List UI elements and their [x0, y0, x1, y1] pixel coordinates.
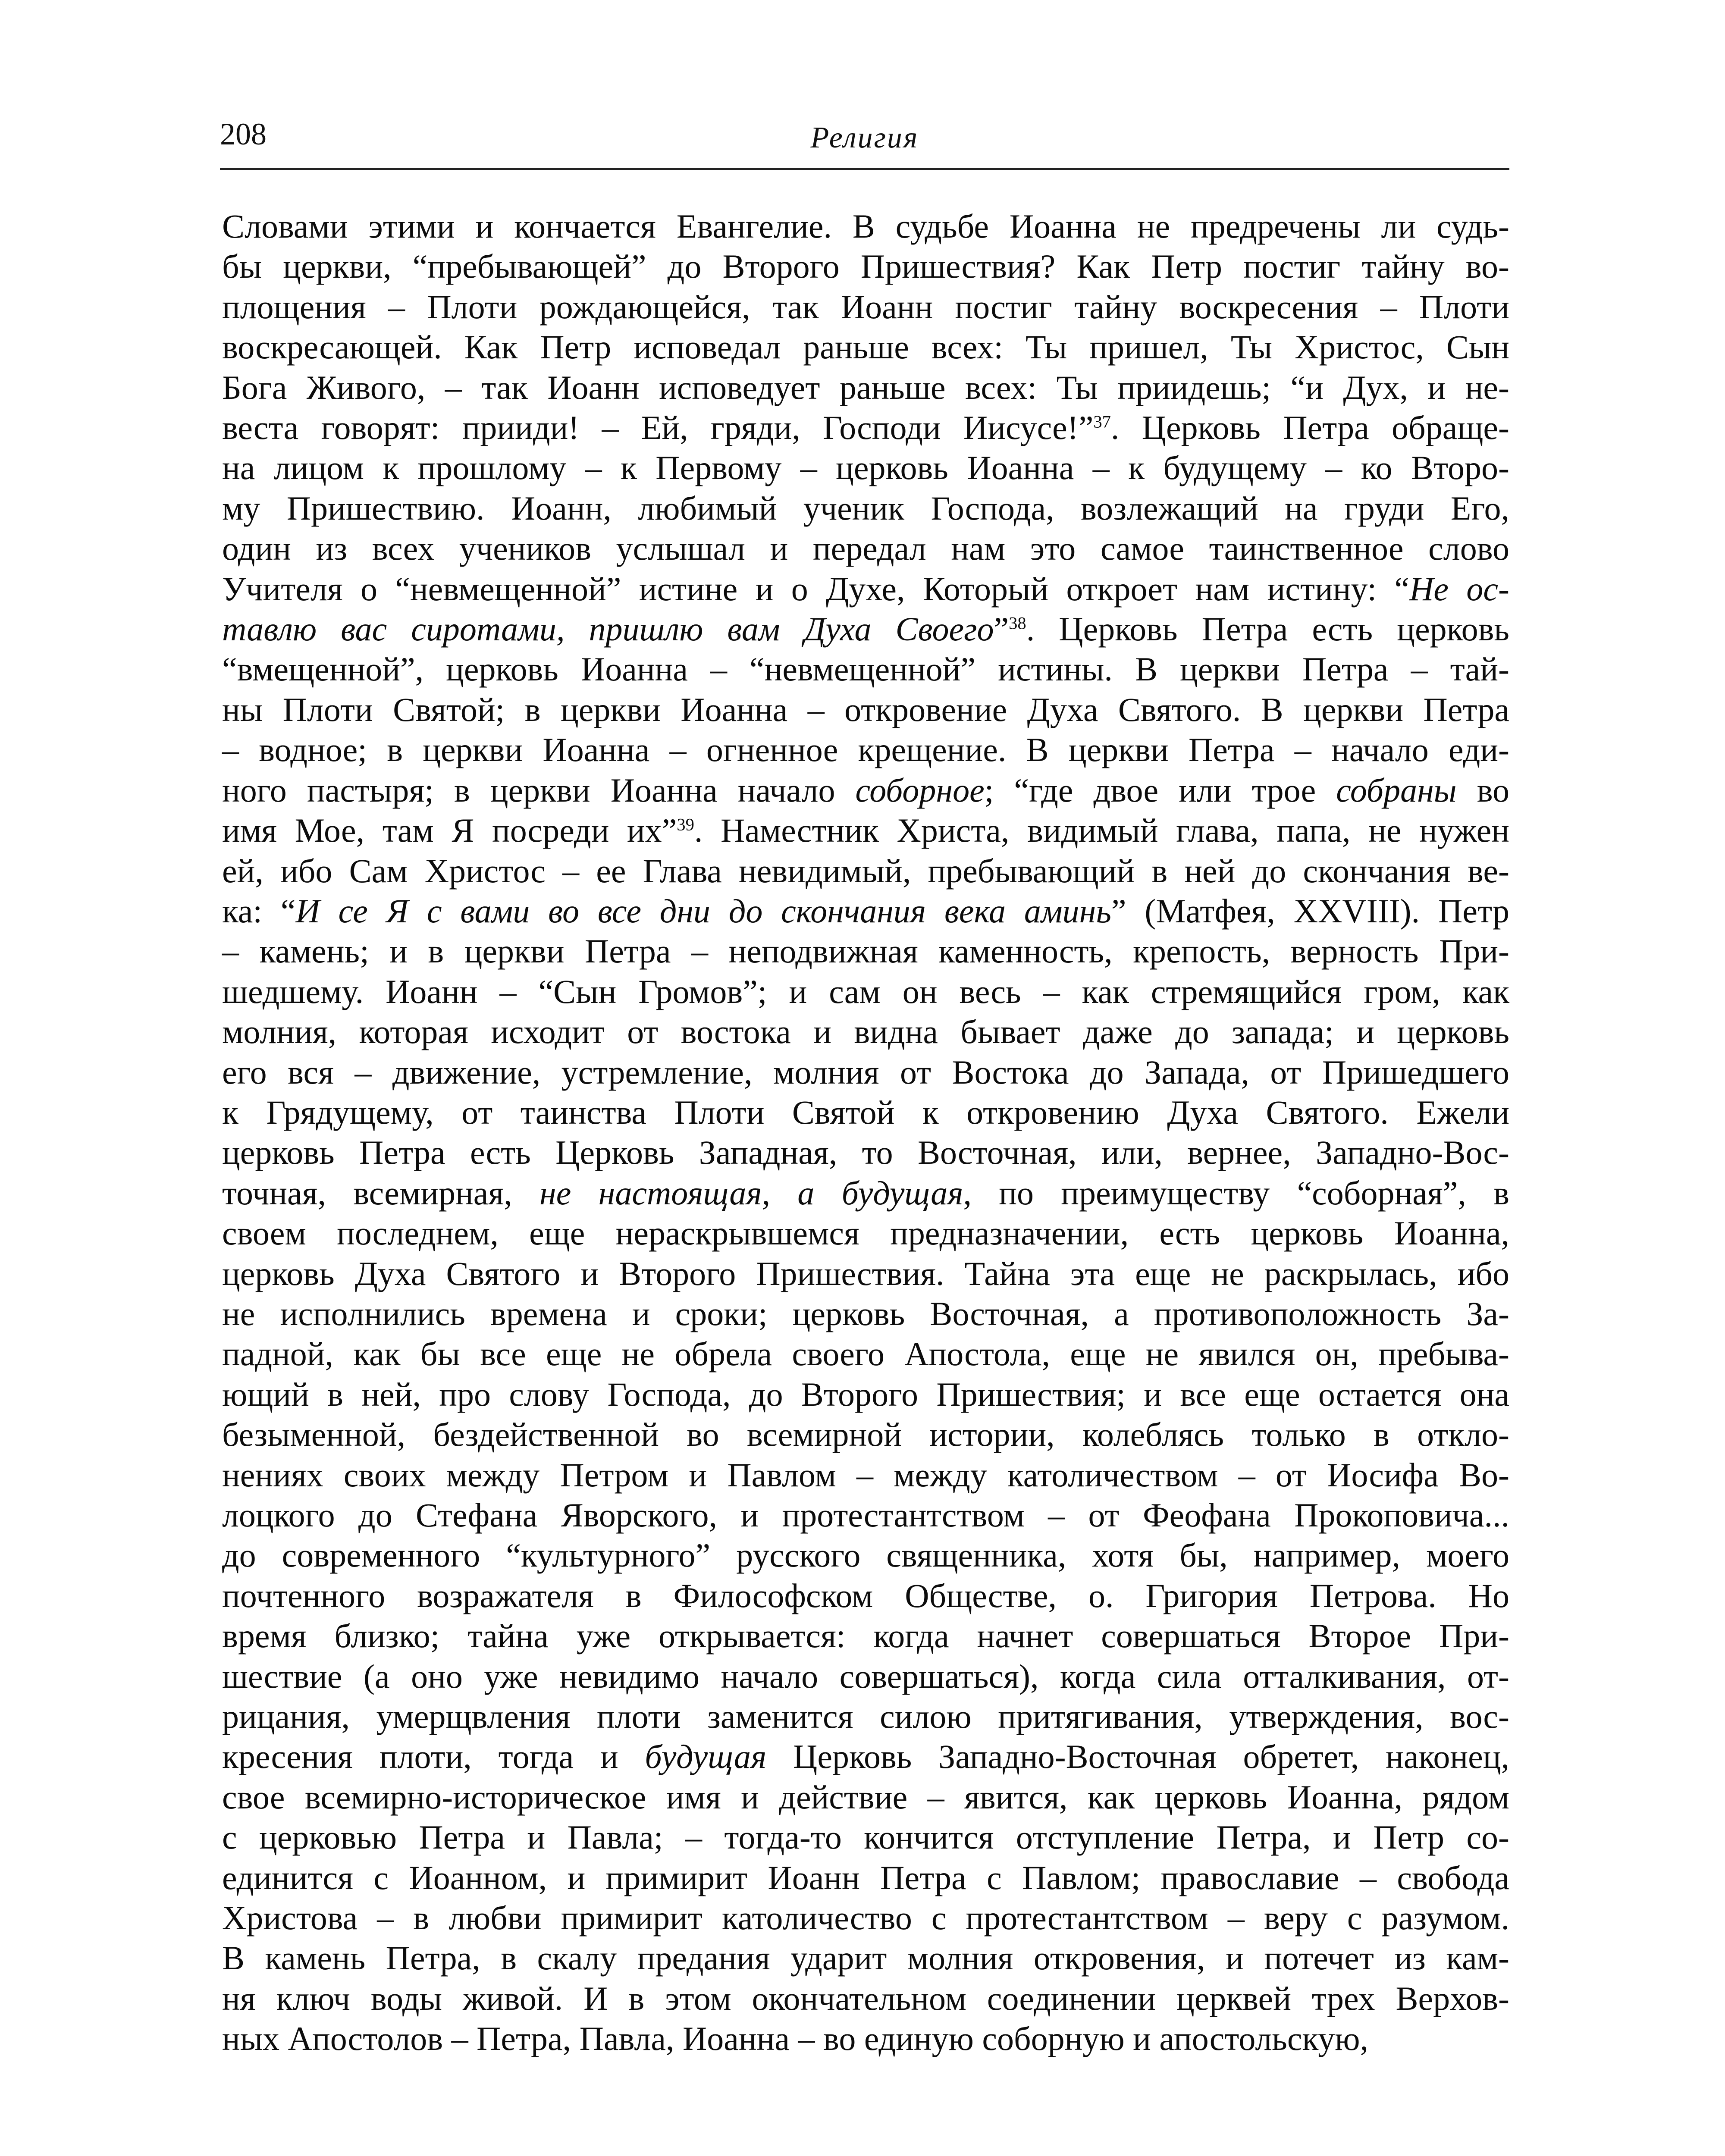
italic-text: не настоящая: [539, 1174, 762, 1212]
text-line: [222, 488, 1509, 528]
page-header: [220, 108, 1509, 168]
text-line: [222, 1132, 1509, 1172]
text-segment: свое всемирно-историческое имя и действие – явится, как церковь Иоанна, рядом: [222, 1778, 1509, 1816]
text-line: [222, 448, 1509, 488]
text-segment: шедшему. Иоанн – “Сын Громов”; и сам он весь – как стремящийся гром, как: [222, 972, 1509, 1010]
text-segment: Церковь Западно-Восточная обретет, наконец,: [766, 1738, 1509, 1776]
header-rule: [220, 168, 1509, 170]
text-line: [222, 609, 1509, 649]
text-line: [222, 1253, 1509, 1294]
italic-text: будущая: [645, 1738, 767, 1776]
text-segment: время близко; тайна уже открывается: когда начнет совершаться Второе При-: [222, 1617, 1509, 1655]
text-segment: лоцкого до Стефана Яворского, и протестантством – от Феофана Прокоповича...: [222, 1496, 1509, 1534]
text-segment: во: [1456, 771, 1509, 809]
text-line: [222, 246, 1509, 286]
text-segment: Христова – в любви примирит католичество с протестантством – веру с разумом.: [222, 1899, 1509, 1937]
text-segment: – водное; в церкви Иоанна – огненное крещение. В церкви Петра – начало еди-: [222, 731, 1509, 769]
text-segment: с церковью Петра и Павла; – тогда-то кончится отступление Петра, и Петр со-: [222, 1818, 1509, 1856]
body-text: [222, 206, 1509, 2059]
italic-text: соборное: [855, 771, 985, 809]
text-line: [222, 1294, 1509, 1334]
italic-text: собраны: [1336, 771, 1457, 809]
text-segment: бы церкви, “пребывающей” до Второго Пришествия? Как Петр постиг тайну во-: [222, 248, 1509, 285]
text-segment: падной, как бы все еще не обрела своего Апостола, еще не явился он, пребыва-: [222, 1335, 1509, 1373]
text-segment: своем последнем, еще нераскрывшемся предназначении, есть церковь Иоанна,: [222, 1214, 1509, 1252]
text-segment: веста говорят: прииди! – Ей, гряди, Господи Иисусе!”: [222, 409, 1094, 447]
text-segment: почтенного возражателя в Философском Обществе, о. Григория Петрова. Но: [222, 1576, 1509, 1614]
text-segment: . Церковь Петра есть церковь: [1026, 610, 1509, 648]
text-line: [222, 851, 1509, 891]
text-line: [222, 810, 1509, 850]
text-segment: Словами этими и кончается Евангелие. В судьбе Иоанна не предречены ли судь-: [222, 207, 1509, 245]
text-segment: му Пришествию. Иоанн, любимый ученик Господа, возлежащий на груди Его,: [222, 489, 1509, 527]
text-segment: Бога Живого, – так Иоанн исповедует раньше всех: Ты приидешь; “и Дух, и не-: [222, 368, 1509, 406]
text-segment: ны Плоти Святой; в церкви Иоанна – откровение Духа Святого. В церкви Петра: [222, 690, 1509, 728]
text-line: [222, 287, 1509, 327]
text-line: [222, 1616, 1509, 1656]
italic-text: а будущая: [797, 1174, 963, 1212]
italic-text: тавлю вас сиротами, пришлю вам Духа Своего: [222, 610, 994, 648]
text-segment: . Церковь Петра обраще-: [1110, 409, 1509, 447]
text-segment: его вся – движение, устремление, молния от Востока до Запада, от Пришедшего: [222, 1053, 1509, 1091]
text-segment: кресения плоти, тогда и: [222, 1738, 645, 1776]
text-line: [222, 649, 1509, 689]
running-head: Религия: [810, 121, 919, 154]
text-segment: к Грядущему, от таинства Плоти Святой к откровению Духа Святого. Ежели: [222, 1093, 1509, 1131]
text-segment: на лицом к прошлому – к Первому – церковь Иоанна – к будущему – ко Второ-: [222, 449, 1509, 487]
text-line: [222, 689, 1509, 730]
text-line: [222, 931, 1509, 971]
footnote-ref: 38: [1009, 613, 1026, 633]
text-segment: шествие (а оно уже невидимо начало совершаться), когда сила отталкивания, от-: [222, 1657, 1509, 1695]
text-line: [222, 1012, 1509, 1052]
text-segment: нениях своих между Петром и Павлом – между католичеством – от Иосифа Во-: [222, 1456, 1509, 1494]
text-segment: рицания, умерщвления плоти заменится силою притягивания, утверждения, вос-: [222, 1698, 1509, 1736]
text-segment: ,: [762, 1174, 798, 1212]
text-segment: безыменной, бездейственной во всемирной истории, колеблясь только в откло-: [222, 1416, 1509, 1454]
text-segment: ющий в ней, про слову Господа, до Второго Пришествия; и все еще остается она: [222, 1375, 1509, 1413]
text-line: [222, 1858, 1509, 1898]
text-line: [222, 367, 1509, 407]
text-segment: имя Мое, там Я посреди их”: [222, 812, 677, 849]
text-line: [222, 770, 1509, 810]
text-line: [222, 1414, 1509, 1454]
text-line: [222, 1656, 1509, 1696]
text-line: [222, 206, 1509, 246]
page-number: 208: [220, 117, 267, 151]
text-segment: точная, всемирная,: [222, 1174, 540, 1212]
text-segment: Учителя о “невмещенной” истине и о Духе, Который откроет нам истину: “: [222, 570, 1410, 608]
text-segment: ”: [994, 610, 1009, 648]
text-segment: единится с Иоанном, и примирит Иоанн Петра с Павлом; православие – свобода: [222, 1858, 1509, 1896]
text-segment: ей, ибо Сам Христос – ее Глава невидимый, пребывающий в ней до скончания ве-: [222, 852, 1509, 890]
footnote-ref: 39: [677, 815, 694, 834]
text-line: [222, 1092, 1509, 1132]
text-segment: ” (Матфея, XXVIII). Петр: [1111, 892, 1509, 930]
text-line: [222, 730, 1509, 770]
text-segment: , по преимуществу “соборная”, в: [963, 1174, 1509, 1212]
text-line: [222, 1898, 1509, 1938]
text-segment: воскресающей. Как Петр исповедал раньше всех: Ты пришел, Ты Христос, Сын: [222, 328, 1509, 366]
text-line: [222, 528, 1509, 568]
text-segment: молния, которая исходит от востока и видна бывает даже до запада; и церковь: [222, 1013, 1509, 1051]
footnote-ref: 37: [1093, 412, 1111, 432]
text-line: [222, 1374, 1509, 1414]
text-segment: ня ключ воды живой. И в этом окончательном соединении церквей трех Верхов-: [222, 1979, 1509, 2017]
text-line: [222, 407, 1509, 448]
text-segment: до современного “культурного” русского священника, хотя бы, например, моего: [222, 1536, 1509, 1574]
text-line: [222, 1978, 1509, 2018]
text-segment: – камень; и в церкви Петра – неподвижная каменность, крепость, верность При-: [222, 932, 1509, 970]
text-segment: не исполнились времена и сроки; церковь Восточная, а противоположность За-: [222, 1294, 1509, 1332]
text-line: [222, 891, 1509, 931]
text-line: [222, 569, 1509, 609]
text-segment: “вмещенной”, церковь Иоанна – “невмещенной” истины. В церкви Петра – тай-: [222, 650, 1509, 688]
text-line: [222, 1938, 1509, 1978]
text-segment: . Наместник Христа, видимый глава, папа, не нужен: [694, 812, 1509, 849]
text-line: [222, 971, 1509, 1012]
text-segment: церковь Петра есть Церковь Западная, то Восточная, или, вернее, Западно-Вос-: [222, 1134, 1509, 1172]
text-line: [222, 1334, 1509, 1374]
text-segment: ; “где двое или трое: [984, 771, 1336, 809]
italic-text: Не ос-: [1409, 570, 1509, 608]
text-line: [222, 1173, 1509, 1213]
text-line: [222, 1696, 1509, 1736]
text-segment: церковь Духа Святого и Второго Пришествия. Тайна эта еще не раскрылась, ибо: [222, 1254, 1509, 1292]
text-line: [222, 1736, 1509, 1777]
text-segment: В камень Петра, в скалу предания ударит молния откровения, и потечет из кам-: [222, 1939, 1509, 1977]
text-segment: ного пастыря; в церкви Иоанна начало: [222, 771, 856, 809]
text-line: [222, 1817, 1509, 1857]
text-line: [222, 1535, 1509, 1575]
text-segment: ка: “: [222, 892, 296, 930]
text-line: [222, 1455, 1509, 1495]
text-line: [222, 1777, 1509, 1817]
text-segment: площения – Плоти рождающейся, так Иоанн постиг тайну воскресения – Плоти: [222, 288, 1509, 326]
text-segment: ных Апостолов – Петра, Павла, Иоанна – во единую соборную и апостольскую,: [222, 2020, 1369, 2058]
text-line: [222, 327, 1509, 367]
italic-text: И се Я с вами во все дни до скончания века аминь: [295, 892, 1111, 930]
text-line: [222, 1213, 1509, 1253]
text-line: [222, 1052, 1509, 1092]
text-segment: один из всех учеников услышал и передал нам это самое таинственное слово: [222, 530, 1509, 567]
text-line: [222, 2018, 1509, 2059]
text-line: [222, 1576, 1509, 1616]
text-line: [222, 1495, 1509, 1535]
